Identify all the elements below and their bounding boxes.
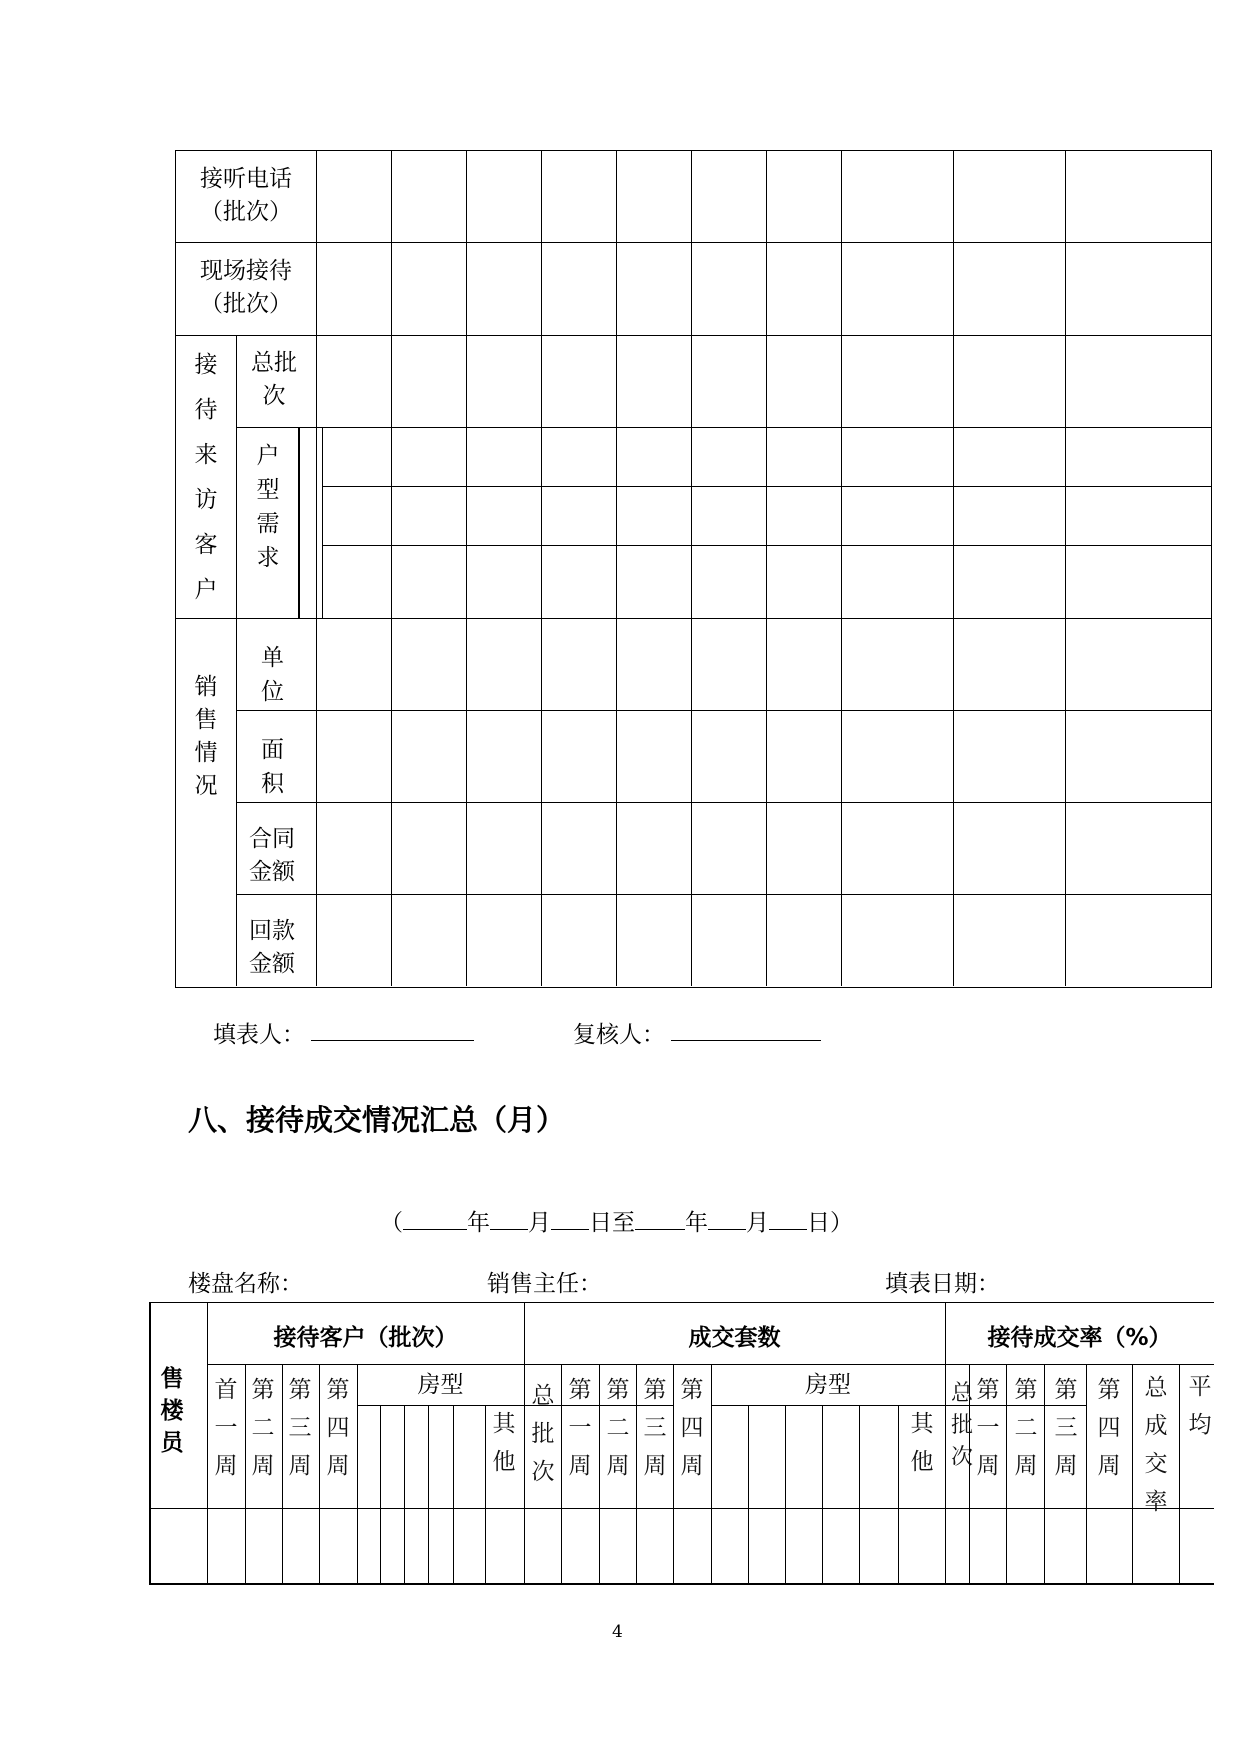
row-label-calls: 接听电话（批次）: [200, 166, 292, 225]
row-label-onsite: 现场接待（批次）: [200, 258, 292, 317]
reception-unit-type: 房型: [417, 1372, 464, 1398]
start-year-blank[interactable]: [403, 1207, 467, 1230]
deals-unit-type: 房型: [805, 1372, 851, 1398]
start-day-blank[interactable]: [551, 1207, 589, 1230]
deals-week-3: 第三周: [643, 1377, 667, 1479]
rate-average: 平均: [1188, 1374, 1212, 1438]
col-salesperson: 售楼员: [160, 1366, 184, 1456]
fill-date-label: 填表日期：: [885, 1271, 1000, 1297]
row-label-unit-demand: 户型需求: [256, 443, 280, 571]
deals-total: 总批次: [531, 1383, 555, 1485]
row-group-sales: 销售情况: [194, 674, 218, 799]
property-name-label: 楼盘名称：: [188, 1271, 303, 1297]
rate-avg-cell: [1179, 1364, 1214, 1508]
upper-table: [175, 150, 1212, 988]
date-month: 月: [528, 1210, 551, 1236]
row-group-visitors: 接待来访客户: [194, 352, 218, 603]
row-label-unit: 单位: [261, 645, 284, 705]
row-label-area: 面积: [261, 737, 284, 797]
date-range: [380, 1204, 853, 1237]
start-month-blank[interactable]: [490, 1207, 528, 1230]
lower-table: [149, 1302, 1214, 1585]
date-month2: 月: [746, 1210, 769, 1236]
reception-week-2: 第二周: [251, 1377, 275, 1479]
rate-week-3: 第三周: [1054, 1377, 1078, 1479]
row-label-contract-amount: 合同金额: [249, 826, 295, 885]
end-day-blank[interactable]: [769, 1207, 807, 1230]
reviewer-line[interactable]: [671, 1040, 821, 1041]
date-year2: 年: [685, 1210, 708, 1236]
row-label-total-batches: 总批次: [251, 350, 297, 409]
reception-week-4: 第四周: [326, 1377, 350, 1479]
rate-overall: 总成交率: [1144, 1375, 1168, 1515]
filler-label: 填表人：: [213, 1022, 305, 1048]
date-day-to: 日至: [589, 1210, 635, 1236]
deals-week-1: 第一周: [568, 1377, 592, 1479]
rate-total-batches: 总批次: [950, 1381, 973, 1470]
end-month-blank[interactable]: [708, 1207, 746, 1230]
end-year-blank[interactable]: [635, 1207, 685, 1230]
section-title: 八、接待成交情况汇总（月）: [188, 1103, 566, 1137]
rate-week-4: 第四周: [1097, 1377, 1121, 1479]
sales-director-label: 销售主任：: [487, 1271, 602, 1297]
deals-week-2: 第二周: [606, 1377, 630, 1479]
deals-other: 其他: [910, 1411, 934, 1475]
date-open: （: [380, 1210, 403, 1236]
reception-week-3: 第三周: [288, 1377, 312, 1479]
group-reception: 接待客户（批次）: [273, 1325, 458, 1351]
reviewer-label: 复核人：: [573, 1022, 665, 1048]
rate-week-1: 第一周: [976, 1377, 1000, 1479]
rate-total-cell: [945, 1364, 973, 1508]
deals-week-4: 第四周: [680, 1377, 704, 1479]
row-label-payment-amount: 回款金额: [249, 918, 295, 977]
date-year: 年: [467, 1210, 490, 1236]
group-deals: 成交套数: [688, 1325, 781, 1351]
reception-other: 其他: [492, 1411, 516, 1475]
group-rate: 接待成交率（%）: [987, 1325, 1172, 1351]
rate-week-2: 第二周: [1014, 1377, 1038, 1479]
reception-week-1: 首一周: [214, 1377, 238, 1479]
date-day-close: 日）: [807, 1210, 853, 1236]
filler-line[interactable]: [311, 1040, 474, 1041]
page-number: 4: [612, 1622, 623, 1642]
